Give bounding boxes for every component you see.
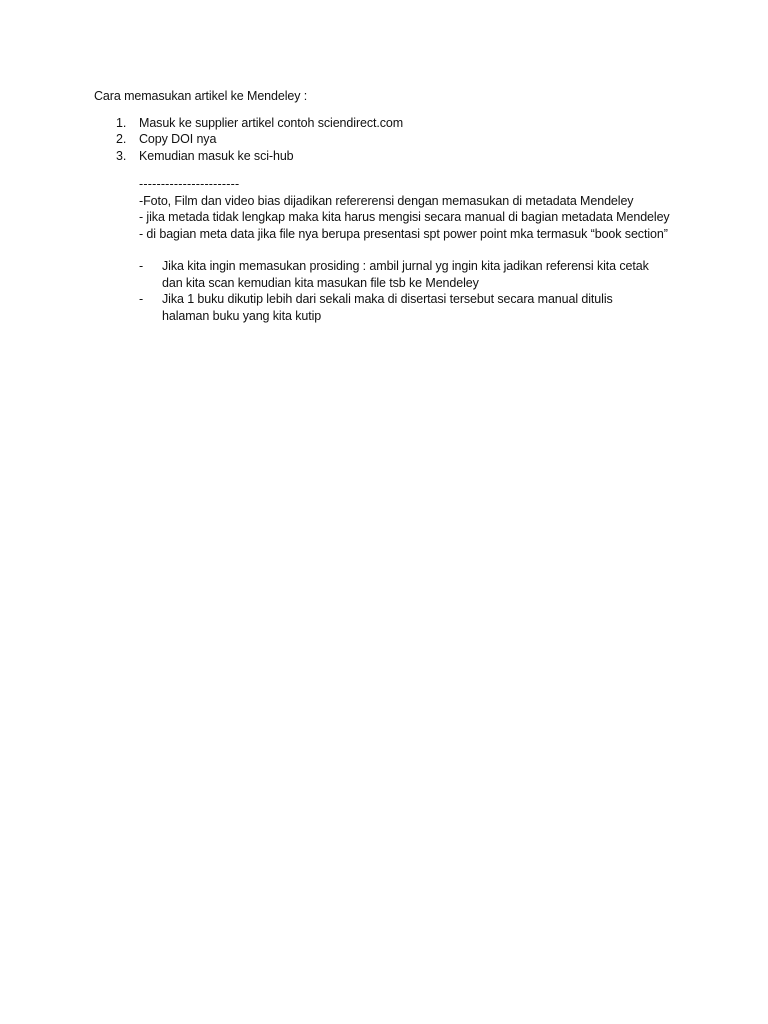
bullet-marker: - <box>139 292 144 306</box>
document-title: Cara memasukan artikel ke Mendeley : <box>94 89 308 103</box>
separator-line: ----------------------- <box>139 177 240 191</box>
note-line: -Foto, Film dan video bias dijadikan refererensi dengan memasukan di metadata Mendeley <box>139 193 634 208</box>
bullet-item <box>94 291 662 324</box>
step-text: Copy DOI nya <box>139 132 217 146</box>
step-number: 1. <box>116 115 127 130</box>
step-item <box>94 148 674 165</box>
bullet-list <box>94 258 674 324</box>
bullet-text: Jika 1 buku dikutip lebih dari sekali maka di disertasi tersebut secara manual ditulis halaman buku yang kita kutip <box>162 292 613 323</box>
bullet-item <box>94 258 662 291</box>
document-body <box>94 88 674 324</box>
step-number: 3. <box>116 148 127 163</box>
notes-block <box>139 176 679 242</box>
note-line: - di bagian meta data jika file nya berupa presentasi spt power point mka termasuk “book section” <box>139 226 668 241</box>
step-number: 2. <box>116 132 127 146</box>
step-item <box>94 131 674 148</box>
bullet-text: Jika kita ingin memasukan prosiding : ambil jurnal yg ingin kita jadikan referensi kita cetak dan kita scan kemudian kita masukan file tsb ke Mendeley <box>162 259 649 290</box>
step-item <box>94 115 674 132</box>
steps-list <box>94 115 674 165</box>
bullet-marker: - <box>139 259 144 273</box>
step-text: Kemudian masuk ke sci-hub <box>139 148 294 163</box>
note-line: - jika metada tidak lengkap maka kita harus mengisi secara manual di bagian metadata Mendeley <box>139 210 670 224</box>
step-text: Masuk ke supplier artikel contoh sciendirect.com <box>139 115 404 130</box>
